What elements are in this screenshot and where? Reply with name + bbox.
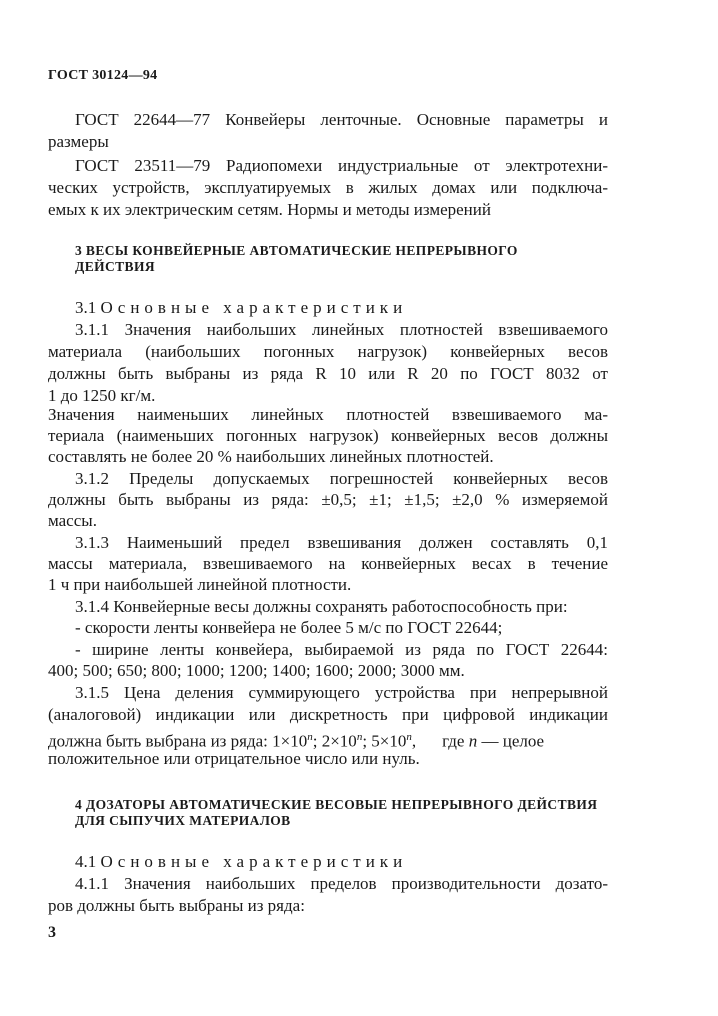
body-line: массы. <box>48 511 97 530</box>
power-exponent: n <box>307 731 313 743</box>
body-line: (аналоговой) индикации или дискретность при цифровой индикации <box>48 705 608 724</box>
body-line: 400; 500; 650; 800; 1000; 1200; 1400; 1600; 2000; 3000 мм. <box>48 661 465 680</box>
body-line: 3.1.1 Значения наибольших линейных плотностей взвешиваемого <box>75 320 608 339</box>
running-header: ГОСТ 30124—94 <box>48 68 158 83</box>
subsection-number: 3.1 <box>75 298 97 317</box>
body-line: Значения наименьших линейных плотностей взвешиваемого ма- <box>48 405 608 424</box>
body-line: - скорости ленты конвейера не более 5 м/с по ГОСТ 22644; <box>75 618 503 637</box>
power-mantissa: 2×10 <box>321 731 357 751</box>
ref-line: емых к их электрическим сетям. Нормы и методы измерений <box>48 200 491 219</box>
powers-text: , <box>411 731 417 751</box>
body-line: - ширине ленты конвейера, выбираемой из ряда по ГОСТ 22644: <box>75 640 608 659</box>
subsection-title: Основные характеристики <box>100 298 408 317</box>
body-line: 3.1.3 Наименьший предел взвешивания должен составлять 0,1 <box>75 533 608 552</box>
section-heading: 4 ДОЗАТОРЫ АВТОМАТИЧЕСКИЕ ВЕСОВЫЕ НЕПРЕРЫВНОГО ДЕЙСТВИЯ <box>75 797 598 812</box>
ref-line: ГОСТ 23511—79 Радиопомехи индустриальные от электротехни- <box>75 156 608 175</box>
ref-line: ГОСТ 22644—77 Конвейеры ленточные. Основные параметры и <box>75 110 608 129</box>
body-line: должны быть выбраны из ряда: ±0,5; ±1; ±1,5; ±2,0 % измеряемой <box>48 490 608 509</box>
power-mantissa: 5×10 <box>371 731 407 751</box>
powers-separator: ; <box>362 731 372 751</box>
subsection-heading <box>75 851 407 873</box>
body-line: должны быть выбраны из ряда R 10 или R 20 по ГОСТ 8032 от <box>48 364 608 383</box>
body-line: положительное или отрицательное число или нуль. <box>48 749 420 768</box>
body-line: 4.1.1 Значения наибольших пределов производительности дозато- <box>75 874 608 893</box>
section-heading: 3 ВЕСЫ КОНВЕЙЕРНЫЕ АВТОМАТИЧЕСКИЕ НЕПРЕРЫВНОГО <box>75 243 518 258</box>
powers-text: где <box>442 731 469 751</box>
powers-text: — целое <box>477 731 545 751</box>
power-mantissa: 1×10 <box>272 731 308 751</box>
body-line: массы материала, взвешиваемого на конвейерных весах в течение <box>48 554 608 573</box>
section-heading: ДЛЯ СЫПУЧИХ МАТЕРИАЛОВ <box>75 813 291 828</box>
page-number: 3 <box>48 924 56 941</box>
subsection-number: 4.1 <box>75 852 97 871</box>
subsection-heading <box>75 297 407 319</box>
section-heading: ДЕЙСТВИЯ <box>75 259 156 274</box>
powers-separator: ; <box>312 731 322 751</box>
body-line: 3.1.4 Конвейерные весы должны сохранять работоспособность при: <box>75 597 568 616</box>
body-line: составлять не более 20 % наибольших линейных плотностей. <box>48 447 494 466</box>
ref-line: размеры <box>48 132 109 151</box>
body-line: 1 ч при наибольшей линейной плотности. <box>48 575 352 594</box>
powers-text: должна быть выбрана из ряда: <box>48 731 273 751</box>
body-line: териала (наименьших погонных нагрузок) конвейерных весов должны <box>48 426 608 445</box>
variable-n: n <box>468 731 478 751</box>
body-line: материала (наибольших погонных нагрузок) конвейерных весов <box>48 342 608 361</box>
body-line: 1 до 1250 кг/м. <box>48 386 156 405</box>
body-line: 3.1.2 Пределы допускаемых погрешностей конвейерных весов <box>75 469 608 488</box>
body-line: ров должны быть выбраны из ряда: <box>48 896 305 915</box>
ref-line: ческих устройств, эксплуатируемых в жилых домах или подключа- <box>48 178 608 197</box>
power-exponent: n <box>356 731 363 743</box>
body-line: 3.1.5 Цена деления суммирующего устройства при непрерывной <box>75 683 608 702</box>
subsection-title: Основные характеристики <box>100 852 408 871</box>
power-exponent: n <box>406 731 412 743</box>
